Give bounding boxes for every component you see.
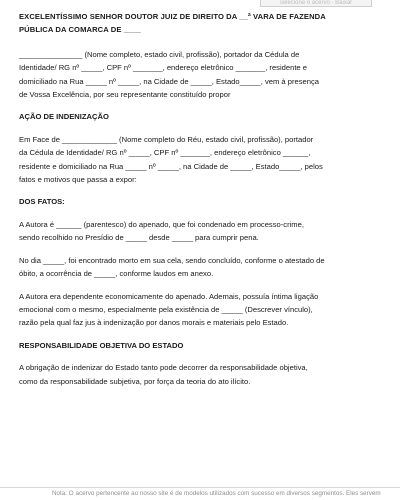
text-line: Em Face de _____________ (Nome completo do Réu, estado civil, profissão), portador (19, 134, 314, 144)
text-line: sendo recolhido no Presídio de _____ desde _____ para cumprir pena. (19, 233, 259, 243)
action-title: AÇÃO DE INDENIZAÇÃO (19, 112, 109, 122)
facts-title: DOS FATOS: (19, 197, 65, 207)
text-line: de Vossa Excelência, por seu representante constituído propor (19, 90, 231, 100)
facts-paragraph-3 (19, 290, 390, 330)
text-line: _______________ (Nome completo, estado civil, profissão), portador da Cédula de (19, 49, 300, 59)
top-toolbar-fragment: selecione o acervo · Baixar (260, 0, 372, 7)
text-line: A obrigação de indenizar do Estado tanto pode decorrer da responsabilidade objetiva, (19, 363, 308, 373)
text-line: Identidade/ RG nº _____, CPF nº _______, endereço eletrônico _______, residente e (19, 63, 307, 73)
defendant-qualification (19, 133, 390, 187)
text-line: da Cédula de Identidade/ RG nº _____, CPF nº _______, endereço eletrônico ______, (19, 148, 311, 158)
text-line: como da responsabilidade subjetiva, por força da teoria do ato ilícito. (19, 376, 251, 386)
plaintiff-qualification (19, 48, 390, 102)
facts-paragraph-1 (19, 218, 390, 245)
site-note-bar: Nota: O acervo pertencente ao nosso site é de modelos utilizados com sucesso em diversos segmentos. Eles servem (0, 487, 400, 500)
responsibility-title: RESPONSABILIDADE OBJETIVA DO ESTADO (19, 340, 184, 350)
text-line: No dia _____, foi encontrado morto em sua cela, sendo concluído, conforme o atestado de (19, 255, 325, 265)
text-line: A Autora é ______ (parentesco) do apenado, que foi condenado em processo-crime, (19, 219, 304, 229)
text-line: A Autora era dependente economicamente do apenado. Ademais, possuía íntima ligação (19, 291, 319, 301)
text-line: razão pela qual faz jus à indenização por danos morais e materiais pelo Estado. (19, 318, 289, 328)
text-line: fatos e motivos que passa a expor: (19, 175, 137, 185)
text-line: óbito, a ocorrência de _____, conforme laudos em anexo. (19, 269, 214, 279)
court-header-line-2: PÚBLICA DA COMARCA DE ____ (19, 25, 142, 35)
court-header-line-1: EXCELENTÍSSIMO SENHOR DOUTOR JUIZ DE DIREITO DA __ª VARA DE FAZENDA (19, 12, 326, 21)
facts-paragraph-2 (19, 254, 390, 281)
responsibility-paragraph-1 (19, 361, 390, 388)
text-line: emocional com o mesmo, especialmente pela existência de _____ (Descrever vínculo), (19, 304, 313, 314)
text-line: residente e domiciliado na Rua _____ nº _____, na Cidade de _____, Estado_____, pelos (19, 161, 323, 171)
document-body (19, 10, 390, 388)
court-header (19, 10, 390, 37)
text-line: domiciliado na Rua _____ nº _____, na Cidade de _____, Estado_____, vem à presença (19, 76, 319, 86)
